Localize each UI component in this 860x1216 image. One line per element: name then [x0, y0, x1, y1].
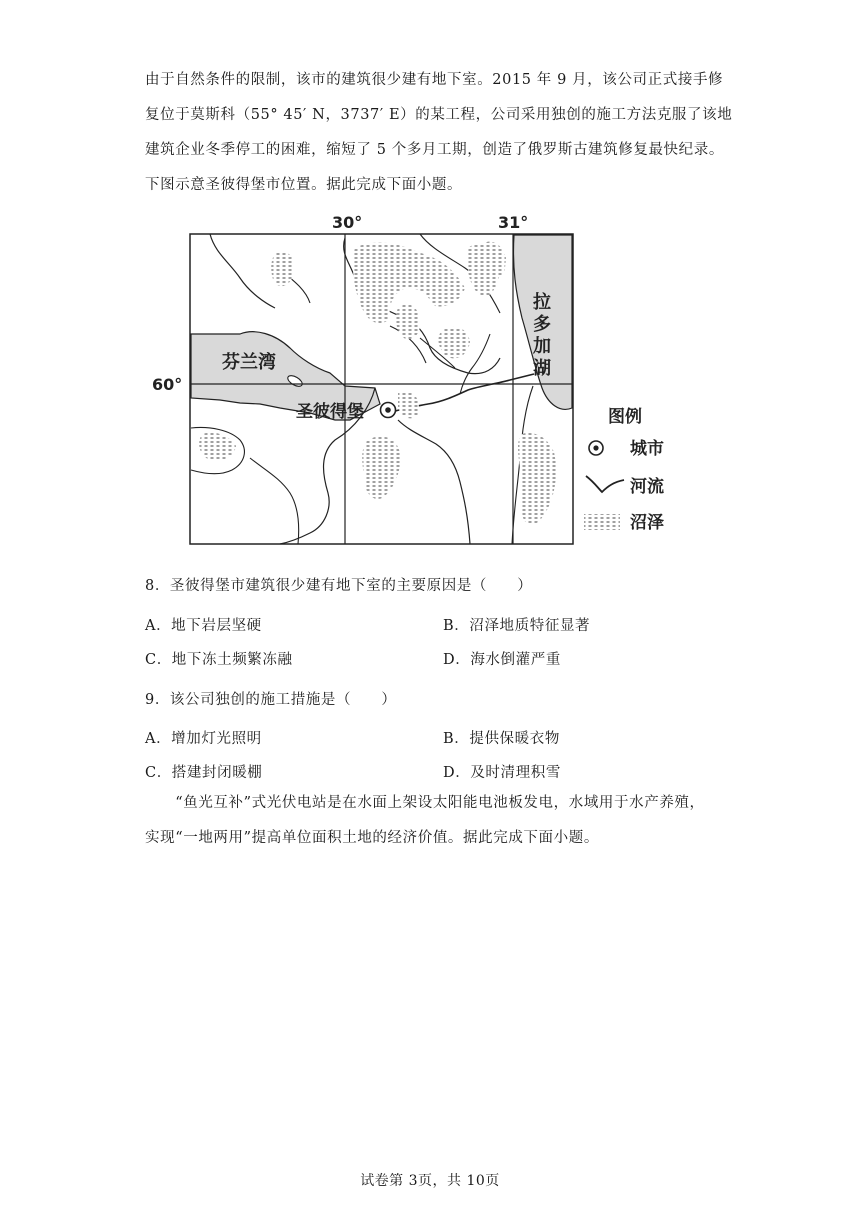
latitude-label-60: 60°	[152, 375, 183, 394]
next-passage-line: “鱼光互补”式光伏电站是在水面上架设太阳能电池板发电，水域用于水产养殖，	[145, 795, 705, 811]
legend-label-river: 河流	[630, 477, 664, 497]
longitude-label-30: 30°	[332, 213, 363, 232]
intro-line: 复位于莫斯科（55° 45′ N，3737′ E）的某工程，公司采用独创的施工方法克服了该地	[145, 107, 733, 123]
map-legend	[584, 406, 664, 533]
swamp-symbol-icon	[584, 514, 620, 530]
river-symbol-icon	[586, 476, 624, 492]
page-footer: 试卷第 3页，共 10页	[360, 1173, 500, 1189]
legend-label-city: 城市	[630, 439, 664, 459]
lake-label-char: 多	[533, 314, 551, 335]
city-label: 圣彼得堡	[296, 402, 364, 422]
lake-label-char: 加	[533, 336, 551, 357]
intro-line: 下图示意圣彼得堡市位置。据此完成下面小题。	[145, 177, 463, 193]
intro-line: 由于自然条件的限制，该市的建筑很少建有地下室。2015 年 9 月，该公司正式接手修	[145, 72, 724, 88]
legend-label-swamp: 沼泽	[630, 513, 664, 533]
q9-option-c[interactable]: C．搭建封闭暖棚	[145, 765, 263, 781]
q8-option-c[interactable]: C．地下冻土频繁冻融	[145, 652, 293, 668]
q9-option-b[interactable]: B．提供保暖衣物	[443, 731, 560, 747]
city-marker-st-petersburg	[381, 403, 396, 418]
q8-option-d[interactable]: D．海水倒灌严重	[443, 652, 561, 668]
lake-label-char: 湖	[533, 358, 551, 379]
city-symbol-icon	[589, 441, 603, 455]
st-petersburg-location-map	[150, 208, 710, 553]
longitude-label-31: 31°	[498, 213, 529, 232]
intro-paragraph	[145, 63, 733, 203]
question-8-stem: 8．圣彼得堡市建筑很少建有地下室的主要原因是（ ）	[145, 578, 533, 594]
q9-option-d[interactable]: D．及时清理积雪	[443, 765, 561, 781]
legend-title: 图例	[608, 407, 642, 427]
lake-label-char: 拉	[533, 292, 551, 313]
next-passage-paragraph	[145, 786, 725, 856]
q8-option-a[interactable]: A．地下岩层坚硬	[145, 618, 262, 634]
next-passage-line: 实现“一地两用”提高单位面积土地的经济价值。据此完成下面小题。	[145, 830, 599, 846]
intro-line: 建筑企业冬季停工的困难，缩短了 5 个多月工期，创造了俄罗斯古建筑修复最快纪录。	[145, 142, 724, 158]
q8-option-b[interactable]: B．沼泽地质特征显著	[443, 618, 591, 634]
question-9-stem: 9．该公司独创的施工措施是（ ）	[145, 692, 397, 708]
gulf-of-finland-label: 芬兰湾	[222, 352, 276, 373]
q9-option-a[interactable]: A．增加灯光照明	[145, 731, 262, 747]
